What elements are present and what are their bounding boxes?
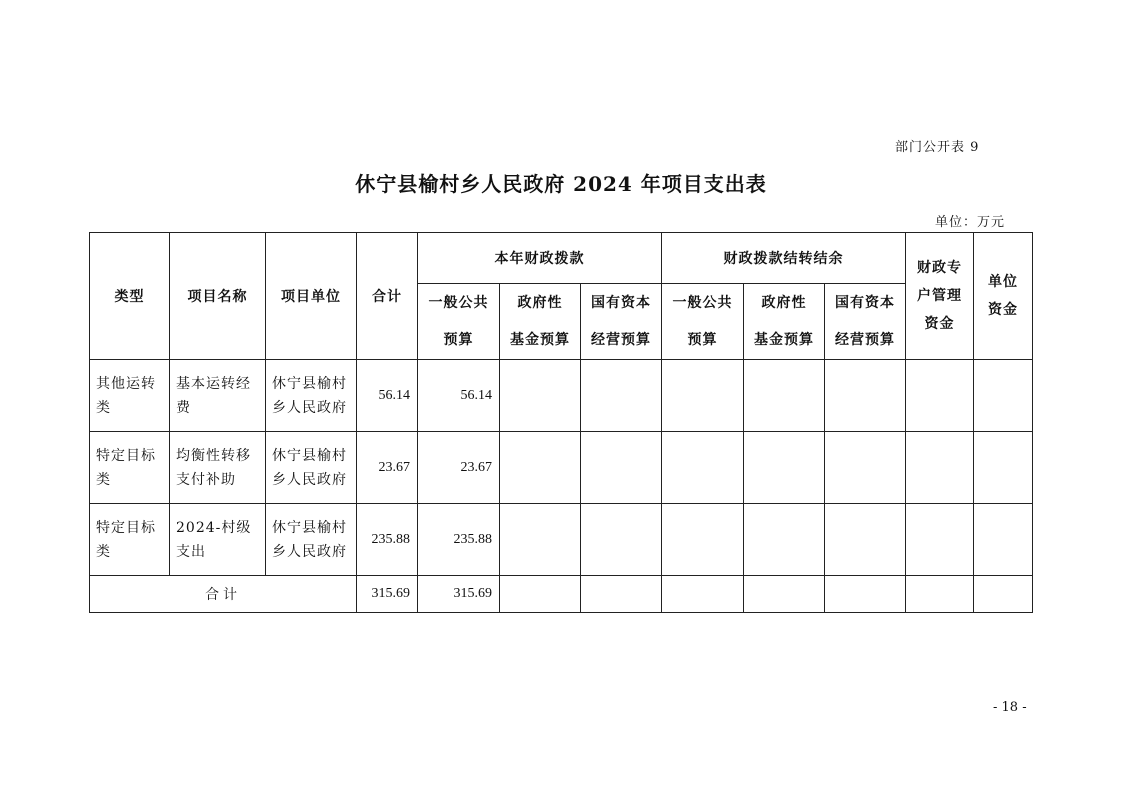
cell-empty bbox=[906, 504, 974, 576]
project-expenditure-table bbox=[89, 232, 1033, 613]
col-header-general-budget bbox=[418, 284, 500, 360]
cell-empty bbox=[744, 360, 825, 432]
cell-project-name: 2024-村级支出 bbox=[170, 504, 266, 576]
cell-empty bbox=[974, 360, 1033, 432]
cell-empty bbox=[744, 576, 825, 613]
cell-empty bbox=[825, 360, 906, 432]
cell-empty bbox=[500, 504, 581, 576]
cell-empty bbox=[974, 576, 1033, 613]
total-label: 合计 bbox=[90, 576, 357, 613]
cell-type: 其他运转类 bbox=[90, 360, 170, 432]
state-capital-line1: 国有资本 bbox=[591, 294, 651, 311]
table-row bbox=[90, 504, 1033, 576]
cell-empty bbox=[974, 432, 1033, 504]
cell-project-unit: 休宁县榆村乡人民政府 bbox=[266, 432, 357, 504]
state-capital-line2: 经营预算 bbox=[591, 331, 651, 348]
carry-gov-fund-line2: 基金预算 bbox=[754, 331, 815, 348]
cell-empty bbox=[974, 504, 1033, 576]
cell-empty bbox=[581, 504, 662, 576]
cell-empty bbox=[906, 576, 974, 613]
cell-general-budget: 56.14 bbox=[418, 360, 500, 432]
cell-project-name: 基本运转经费 bbox=[170, 360, 266, 432]
header-row-1 bbox=[90, 233, 1033, 284]
unit-label: 单位：万元 bbox=[935, 215, 1006, 230]
col-header-gov-fund bbox=[500, 284, 581, 360]
carry-gov-fund-line1: 政府性 bbox=[761, 294, 807, 311]
carry-state-capital-line1: 国有资本 bbox=[835, 294, 896, 311]
carry-general-budget-line1: 一般公共 bbox=[672, 294, 733, 311]
page-title: 休宁县榆村乡人民政府 2024 年项目支出表 bbox=[355, 172, 767, 196]
col-header-state-capital bbox=[581, 284, 662, 360]
col-group-current-appropriation: 本年财政拨款 bbox=[418, 233, 662, 284]
cell-type: 特定目标类 bbox=[90, 432, 170, 504]
col-header-special-fund: 财政专户管理资金 bbox=[906, 233, 974, 360]
table-row bbox=[90, 432, 1033, 504]
cell-empty bbox=[662, 360, 744, 432]
table-row bbox=[90, 360, 1033, 432]
col-header-unit-fund: 单位资金 bbox=[974, 233, 1033, 360]
gov-fund-line1: 政府性 bbox=[517, 294, 563, 311]
col-header-total: 合计 bbox=[357, 233, 418, 360]
col-header-project-unit: 项目单位 bbox=[266, 233, 357, 360]
cell-total: 23.67 bbox=[357, 432, 418, 504]
col-header-carry-state-capital bbox=[825, 284, 906, 360]
cell-empty bbox=[662, 576, 744, 613]
col-header-project-name: 项目名称 bbox=[170, 233, 266, 360]
cell-project-name: 均衡性转移支付补助 bbox=[170, 432, 266, 504]
total-row bbox=[90, 576, 1033, 613]
general-budget-line1: 一般公共 bbox=[428, 294, 489, 311]
col-header-carry-general-budget bbox=[662, 284, 744, 360]
cell-empty bbox=[500, 432, 581, 504]
cell-general-budget: 23.67 bbox=[418, 432, 500, 504]
cell-empty bbox=[500, 360, 581, 432]
total-general-budget: 315.69 bbox=[418, 576, 500, 613]
col-header-type: 类型 bbox=[90, 233, 170, 360]
cell-empty bbox=[581, 360, 662, 432]
cell-total: 235.88 bbox=[357, 504, 418, 576]
gov-fund-line2: 基金预算 bbox=[510, 331, 570, 348]
cell-general-budget: 235.88 bbox=[418, 504, 500, 576]
cell-empty bbox=[744, 432, 825, 504]
col-header-carry-gov-fund bbox=[744, 284, 825, 360]
col-group-carryover: 财政拨款结转结余 bbox=[662, 233, 906, 284]
cell-empty bbox=[906, 360, 974, 432]
table-reference: 部门公开表 9 bbox=[895, 140, 980, 155]
cell-total: 56.14 bbox=[357, 360, 418, 432]
carry-general-budget-line2: 预算 bbox=[687, 331, 718, 348]
cell-project-unit: 休宁县榆村乡人民政府 bbox=[266, 360, 357, 432]
cell-empty bbox=[744, 504, 825, 576]
general-budget-line2: 预算 bbox=[443, 331, 474, 348]
cell-empty bbox=[581, 576, 662, 613]
carry-state-capital-line2: 经营预算 bbox=[835, 331, 896, 348]
total-sum: 315.69 bbox=[357, 576, 418, 613]
cell-empty bbox=[825, 576, 906, 613]
cell-empty bbox=[500, 576, 581, 613]
cell-empty bbox=[825, 504, 906, 576]
cell-type: 特定目标类 bbox=[90, 504, 170, 576]
cell-empty bbox=[581, 432, 662, 504]
cell-empty bbox=[825, 432, 906, 504]
cell-project-unit: 休宁县榆村乡人民政府 bbox=[266, 504, 357, 576]
page-number: - 18 - bbox=[993, 700, 1027, 715]
cell-empty bbox=[662, 432, 744, 504]
cell-empty bbox=[662, 504, 744, 576]
cell-empty bbox=[906, 432, 974, 504]
